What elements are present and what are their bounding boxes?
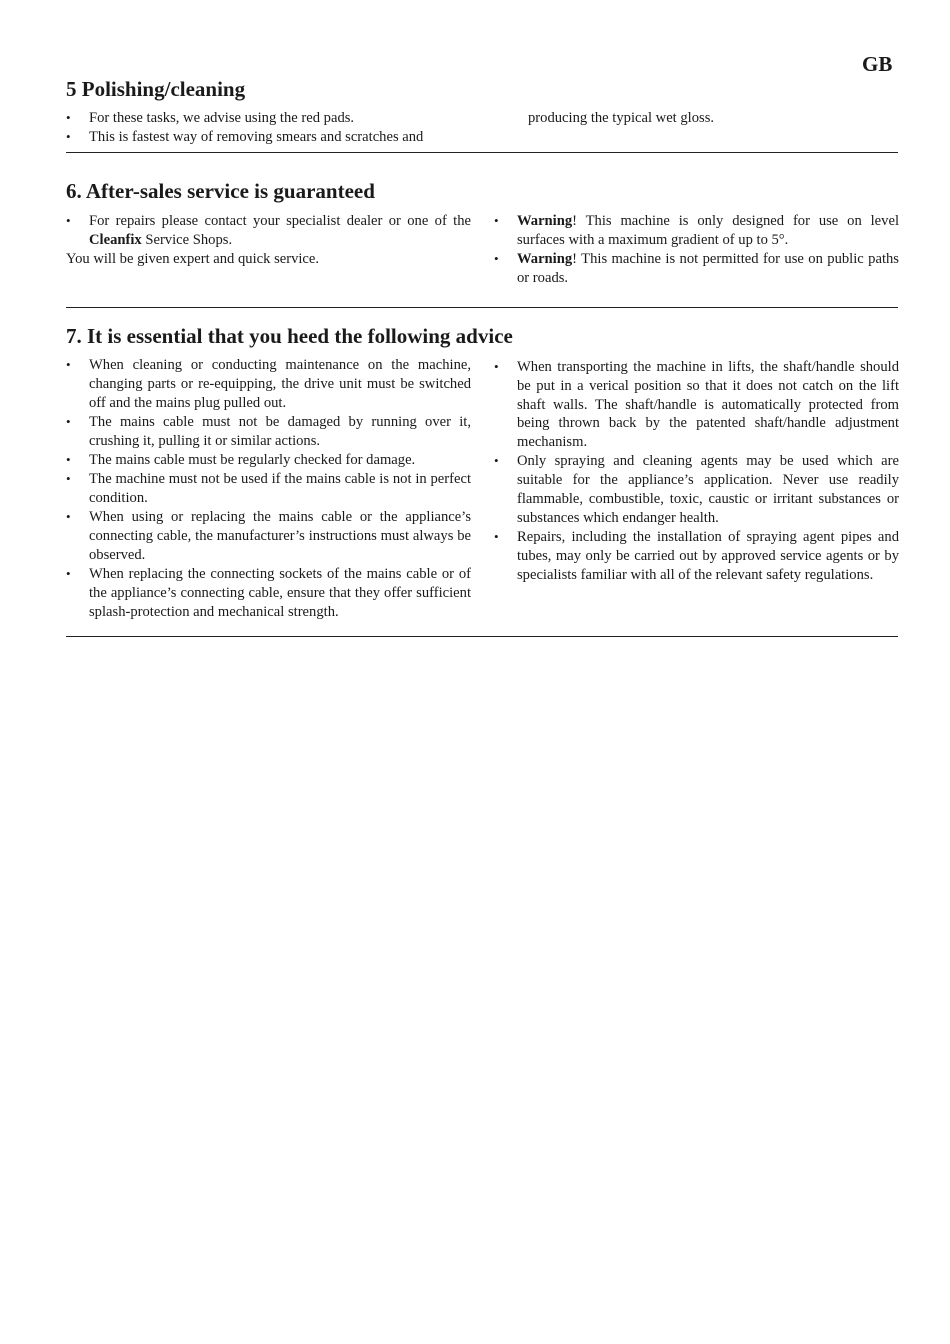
section-divider bbox=[66, 307, 898, 308]
section-essential-advice bbox=[66, 323, 899, 620]
language-code: GB bbox=[862, 52, 893, 76]
brand-name: Cleanfix bbox=[89, 231, 142, 248]
left-column bbox=[66, 212, 471, 269]
list-item: • This is fastest way of removing smears and scratches and bbox=[66, 128, 471, 147]
warning-label: Warning bbox=[517, 251, 573, 268]
section-title: 7. It is essential that you heed the following advice bbox=[66, 324, 513, 348]
text-segment: For repairs please contact your specialist dealer or one of the bbox=[89, 213, 471, 229]
list-item: • When transporting the machine in lifts, the shaft/handle should be put in a verical position so that it does not catch on the lift shaft walls. The shaft/handle is automatically protected from being thrown back by the patented shaft/handle adjustment mechanism. bbox=[494, 358, 899, 452]
list-item: • When using or replacing the mains cable or the appliance’s connecting cable, the manufacturer’s instructions must always be observed. bbox=[66, 508, 471, 564]
list-item: • When cleaning or conducting maintenance on the machine, changing parts or re-equipping, the drive unit must be switched off and the mains plug pulled out. bbox=[66, 356, 471, 412]
text-segment: Service Shops. bbox=[141, 231, 233, 248]
list-item bbox=[66, 212, 471, 250]
section-polishing-cleaning bbox=[66, 76, 898, 146]
list-item bbox=[494, 212, 899, 250]
section-divider bbox=[66, 152, 898, 153]
section-after-sales-service bbox=[66, 178, 899, 286]
text-segment: ! This machine is not permitted for use on public paths or roads. bbox=[517, 251, 899, 286]
warning-label: Warning bbox=[517, 213, 573, 229]
left-column bbox=[66, 356, 471, 622]
list-item bbox=[494, 250, 899, 288]
text-segment: ! This machine is only designed for use on level surfaces with a maximum gradient of up to 5°. bbox=[517, 213, 899, 248]
section-title: 6. After-sales service is guaranteed bbox=[66, 179, 375, 203]
right-column bbox=[494, 212, 899, 288]
section-divider bbox=[66, 636, 898, 637]
right-column bbox=[494, 358, 899, 585]
paragraph: You will be given expert and quick service. bbox=[66, 251, 320, 268]
list-item: • The machine must not be used if the mains cable is not in perfect condition. bbox=[66, 470, 471, 508]
list-item: • When replacing the connecting sockets of the mains cable or of the appliance’s connecting cable, ensure that they offer sufficient splash-protection and mechanical strength. bbox=[66, 565, 471, 621]
section-title: 5 Polishing/cleaning bbox=[66, 77, 246, 101]
list-item: • Repairs, including the installation of spraying agent pipes and tubes, may only be carried out by approved service agents or by specialists familiar with all of the relevant safety regulations. bbox=[494, 528, 899, 584]
paragraph: producing the typical wet gloss. bbox=[528, 110, 715, 126]
left-column bbox=[66, 109, 471, 148]
list-item: • The mains cable must not be damaged by running over it, crushing it, pulling it or similar actions. bbox=[66, 413, 471, 451]
list-item: • The mains cable must be regularly checked for damage. bbox=[66, 451, 471, 470]
right-column bbox=[528, 109, 933, 128]
list-item: • Only spraying and cleaning agents may be used which are suitable for the appliance’s application. Never use readily flammable, combustible, toxic, caustic or irritant substances or substances which endanger health. bbox=[494, 452, 899, 527]
list-item: • For these tasks, we advise using the red pads. bbox=[66, 109, 471, 128]
